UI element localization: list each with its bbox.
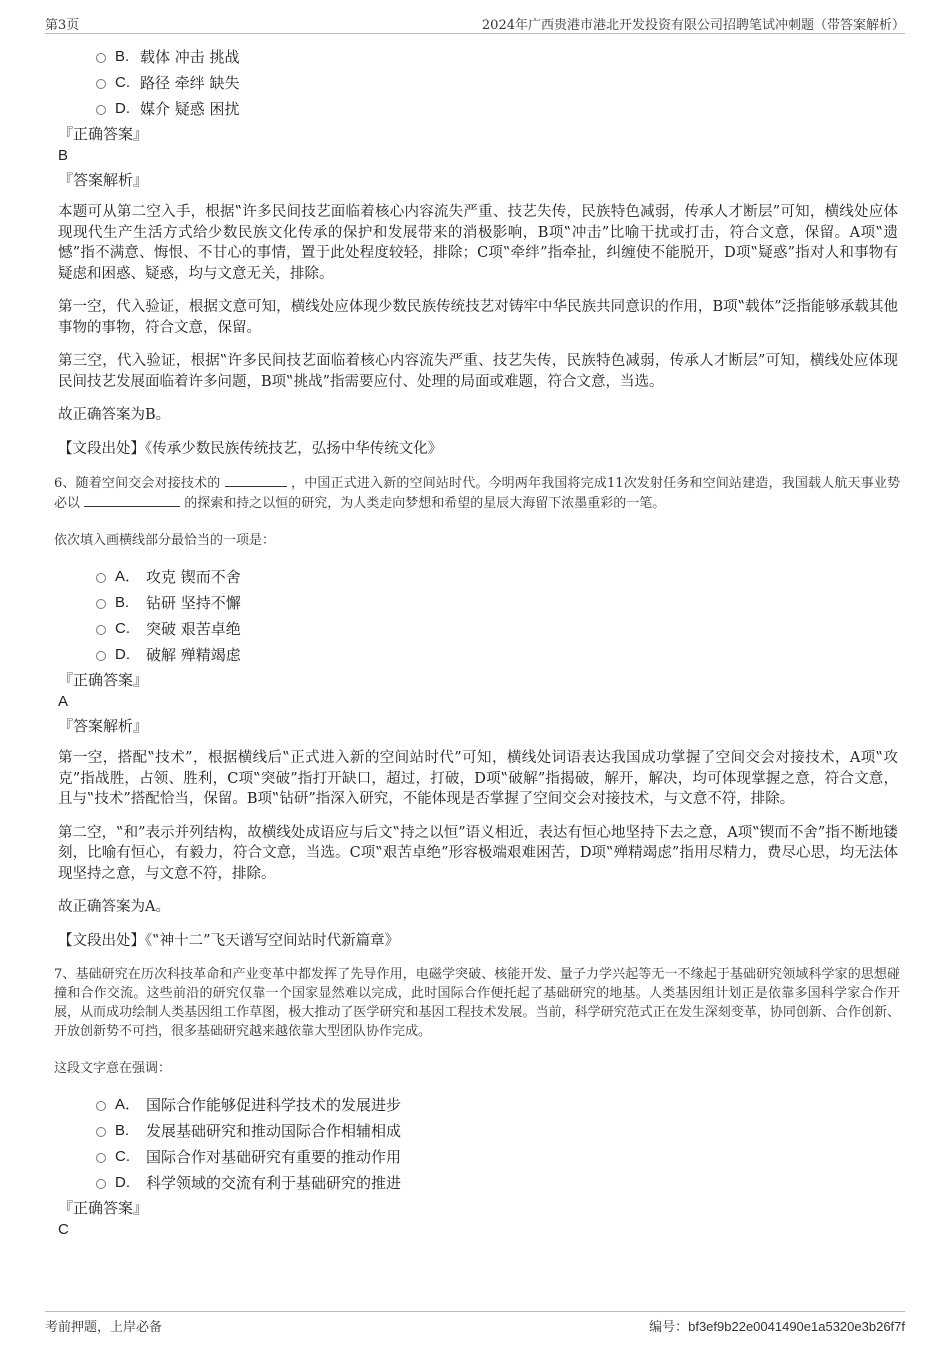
fill-blank [225, 473, 287, 487]
q5-options [58, 44, 898, 122]
q7-options [58, 1092, 898, 1196]
footer-slogan: 考前押题，上岸必备 [45, 1320, 163, 1335]
q5-analysis-para: 第一空，代入验证，根据文意可知，横线处应体现少数民族传统技艺对铸牢中华民族共同意识的作用，B项‟载体”泛指能够承载其他事物的事物，符合文意，保留。 [58, 299, 898, 336]
q6-option-b[interactable]: B. 钻研 坚持不懈 [58, 590, 898, 616]
radio-icon[interactable] [96, 105, 106, 115]
q6-options [58, 564, 898, 668]
q6-option-a[interactable]: A． 攻克 锲而不舍 [58, 564, 898, 590]
q5-answer-label: 『正确答案』 [58, 125, 149, 143]
q7-question: 7、基础研究在历次科技革命和产业变革中都发挥了先导作用，电磁学突破、核能开发、量子力学兴起等无一不缘起于基础研究领域科学家的思想碰撞和合作交流。这些前沿的研究仅靠一个国家显然难以完成，此时国际合作便托起了基础研究的地基。人类基因组计划正是依靠多国科学家合作开展，从而成功绘制人类基因组工作草图，极大推动了医学研究和基因工程技术发展。当前，科学研究范式正在发生深刻变革，协同创新、合作创新、开放创新势不可挡，很多基础研究越来越依靠大型团队协作完成。 [54, 967, 900, 1039]
q6-question: 6、随着空间交会对接技术的 ，中国正式进入新的空间站时代。今明两年我国将完成11次发射任务和空间站建造，我国载人航天事业势必以 的探索和持之以恒的研究，为人类走向梦想和希望的星辰大海留下浓墨重彩的一笔。 [54, 473, 900, 513]
radio-icon[interactable] [96, 79, 106, 89]
q5-option-c[interactable]: C. 路径 牵绊 缺失 [58, 70, 898, 96]
radio-icon[interactable] [96, 625, 106, 635]
q5-option-b[interactable]: B. 载体 冲击 挑战 [58, 44, 898, 70]
q6-option-d[interactable]: D. 破解 殚精竭虑 [58, 642, 898, 668]
radio-icon[interactable] [96, 573, 106, 583]
q6-prompt: 依次填入画横线部分最恰当的一项是： [54, 533, 276, 548]
q5-answer: B [58, 147, 69, 164]
q6-analysis-label: 『答案解析』 [58, 717, 149, 735]
q7-option-a[interactable]: A． 国际合作能够促进科学技术的发展进步 [58, 1092, 898, 1118]
page-footer [45, 1311, 905, 1337]
radio-icon[interactable] [96, 53, 106, 63]
q5-analysis-para: 本题可从第二空入手，根据‟许多民间技艺面临着核心内容流失严重、技艺失传，民族特色减弱，传承人才断层”可知，横线处应体现现代生产生活方式给少数民族文化传承的保护和发展带来的消极影响，B项‟冲击”比喻干扰或打击，符合文意，保留。A项‟遗憾”指不满意、悔恨、不甘心的事情，置于此处程度较轻，排除；C项‟牵绊”指牵扯，纠缠使不能脱开，D项‟疑惑”指对人和事物有疑虑和困惑、疑惑，均与文意无关，排除。 [58, 204, 898, 282]
q7-prompt: 这段文字意在强调： [54, 1061, 172, 1076]
q5-option-d[interactable]: D. 媒介 疑惑 困扰 [58, 96, 898, 122]
q7-option-d[interactable]: D. 科学领域的交流有利于基础研究的推进 [58, 1170, 898, 1196]
page-number: 第3页 [45, 18, 80, 33]
q6-option-c[interactable]: C. 突破 艰苦卓绝 [58, 616, 898, 642]
radio-icon[interactable] [96, 1127, 106, 1137]
q6-source: 【文段出处】《‟神十二”飞天谱写空间站时代新篇章》 [58, 932, 400, 949]
q7-option-c[interactable]: C. 国际合作对基础研究有重要的推动作用 [58, 1144, 898, 1170]
q7-answer-label: 『正确答案』 [58, 1199, 149, 1217]
q7-answer: C [58, 1221, 69, 1238]
q5-source: 【文段出处】《传承少数民族传统技艺，弘扬中华传统文化》 [58, 440, 443, 457]
q6-analysis-para: 第一空，搭配‟技术”，根据横线后‟正式进入新的空间站时代”可知，横线处词语表达我国成功掌握了空间交会对接技术，A项‟攻克”指战胜，占领、胜利，C项‟突破”指打开缺口，超过，打破，D项‟破解”指揭破，解开，解决，均可体现掌握之意，符合文意，且与‟技术”搭配恰当，保留。B项‟钻研”指深入研究，不能体现是否掌握了空间交会对接技术，与文意不符，排除。 [58, 750, 898, 807]
q6-answer: A [58, 693, 69, 710]
q6-analysis-para: 第二空，‟和”表示并列结构，故横线处成语应与后文‟持之以恒”语义相近，表达有恒心地坚持下去之意，A项‟锲而不舍”指不断地镂刻，比喻有恒心，有毅力，符合文意，当选。C项‟艰苦卓绝”形容极端艰难困苦，D项‟殚精竭虑”指用尽精力，费尽心思，均无法体现坚持之意，与文意不符，排除。 [58, 824, 898, 882]
q7-option-b[interactable]: B. 发展基础研究和推动国际合作相辅相成 [58, 1118, 898, 1144]
radio-icon[interactable] [96, 651, 106, 661]
fill-blank [84, 493, 180, 507]
page-header [45, 14, 905, 34]
q6-conclusion: 故正确答案为A。 [58, 899, 170, 915]
q5-conclusion: 故正确答案为B。 [58, 407, 171, 423]
q6-answer-label: 『正确答案』 [58, 671, 149, 689]
radio-icon[interactable] [96, 1101, 106, 1111]
radio-icon[interactable] [96, 1179, 106, 1189]
main-content [54, 44, 901, 1244]
document-title: 2024年广西贵港市港北开发投资有限公司招聘笔试冲刺题（带答案解析） [481, 18, 905, 33]
q5-analysis-label: 『答案解析』 [58, 171, 149, 189]
q5-analysis-para: 第三空，代入验证，根据‟许多民间技艺面临着核心内容流失严重、技艺失传，民族特色减弱，传承人才断层”可知，横线处应体现民间技艺发展面临着许多问题，B项‟挑战”指需要应付、处理的局面或难题，符合文意，当选。 [58, 353, 898, 390]
document-code: 编号：bf3ef9b22e0041490e1a5320e3b26f7f [649, 1319, 905, 1335]
radio-icon[interactable] [96, 1153, 106, 1163]
radio-icon[interactable] [96, 599, 106, 609]
